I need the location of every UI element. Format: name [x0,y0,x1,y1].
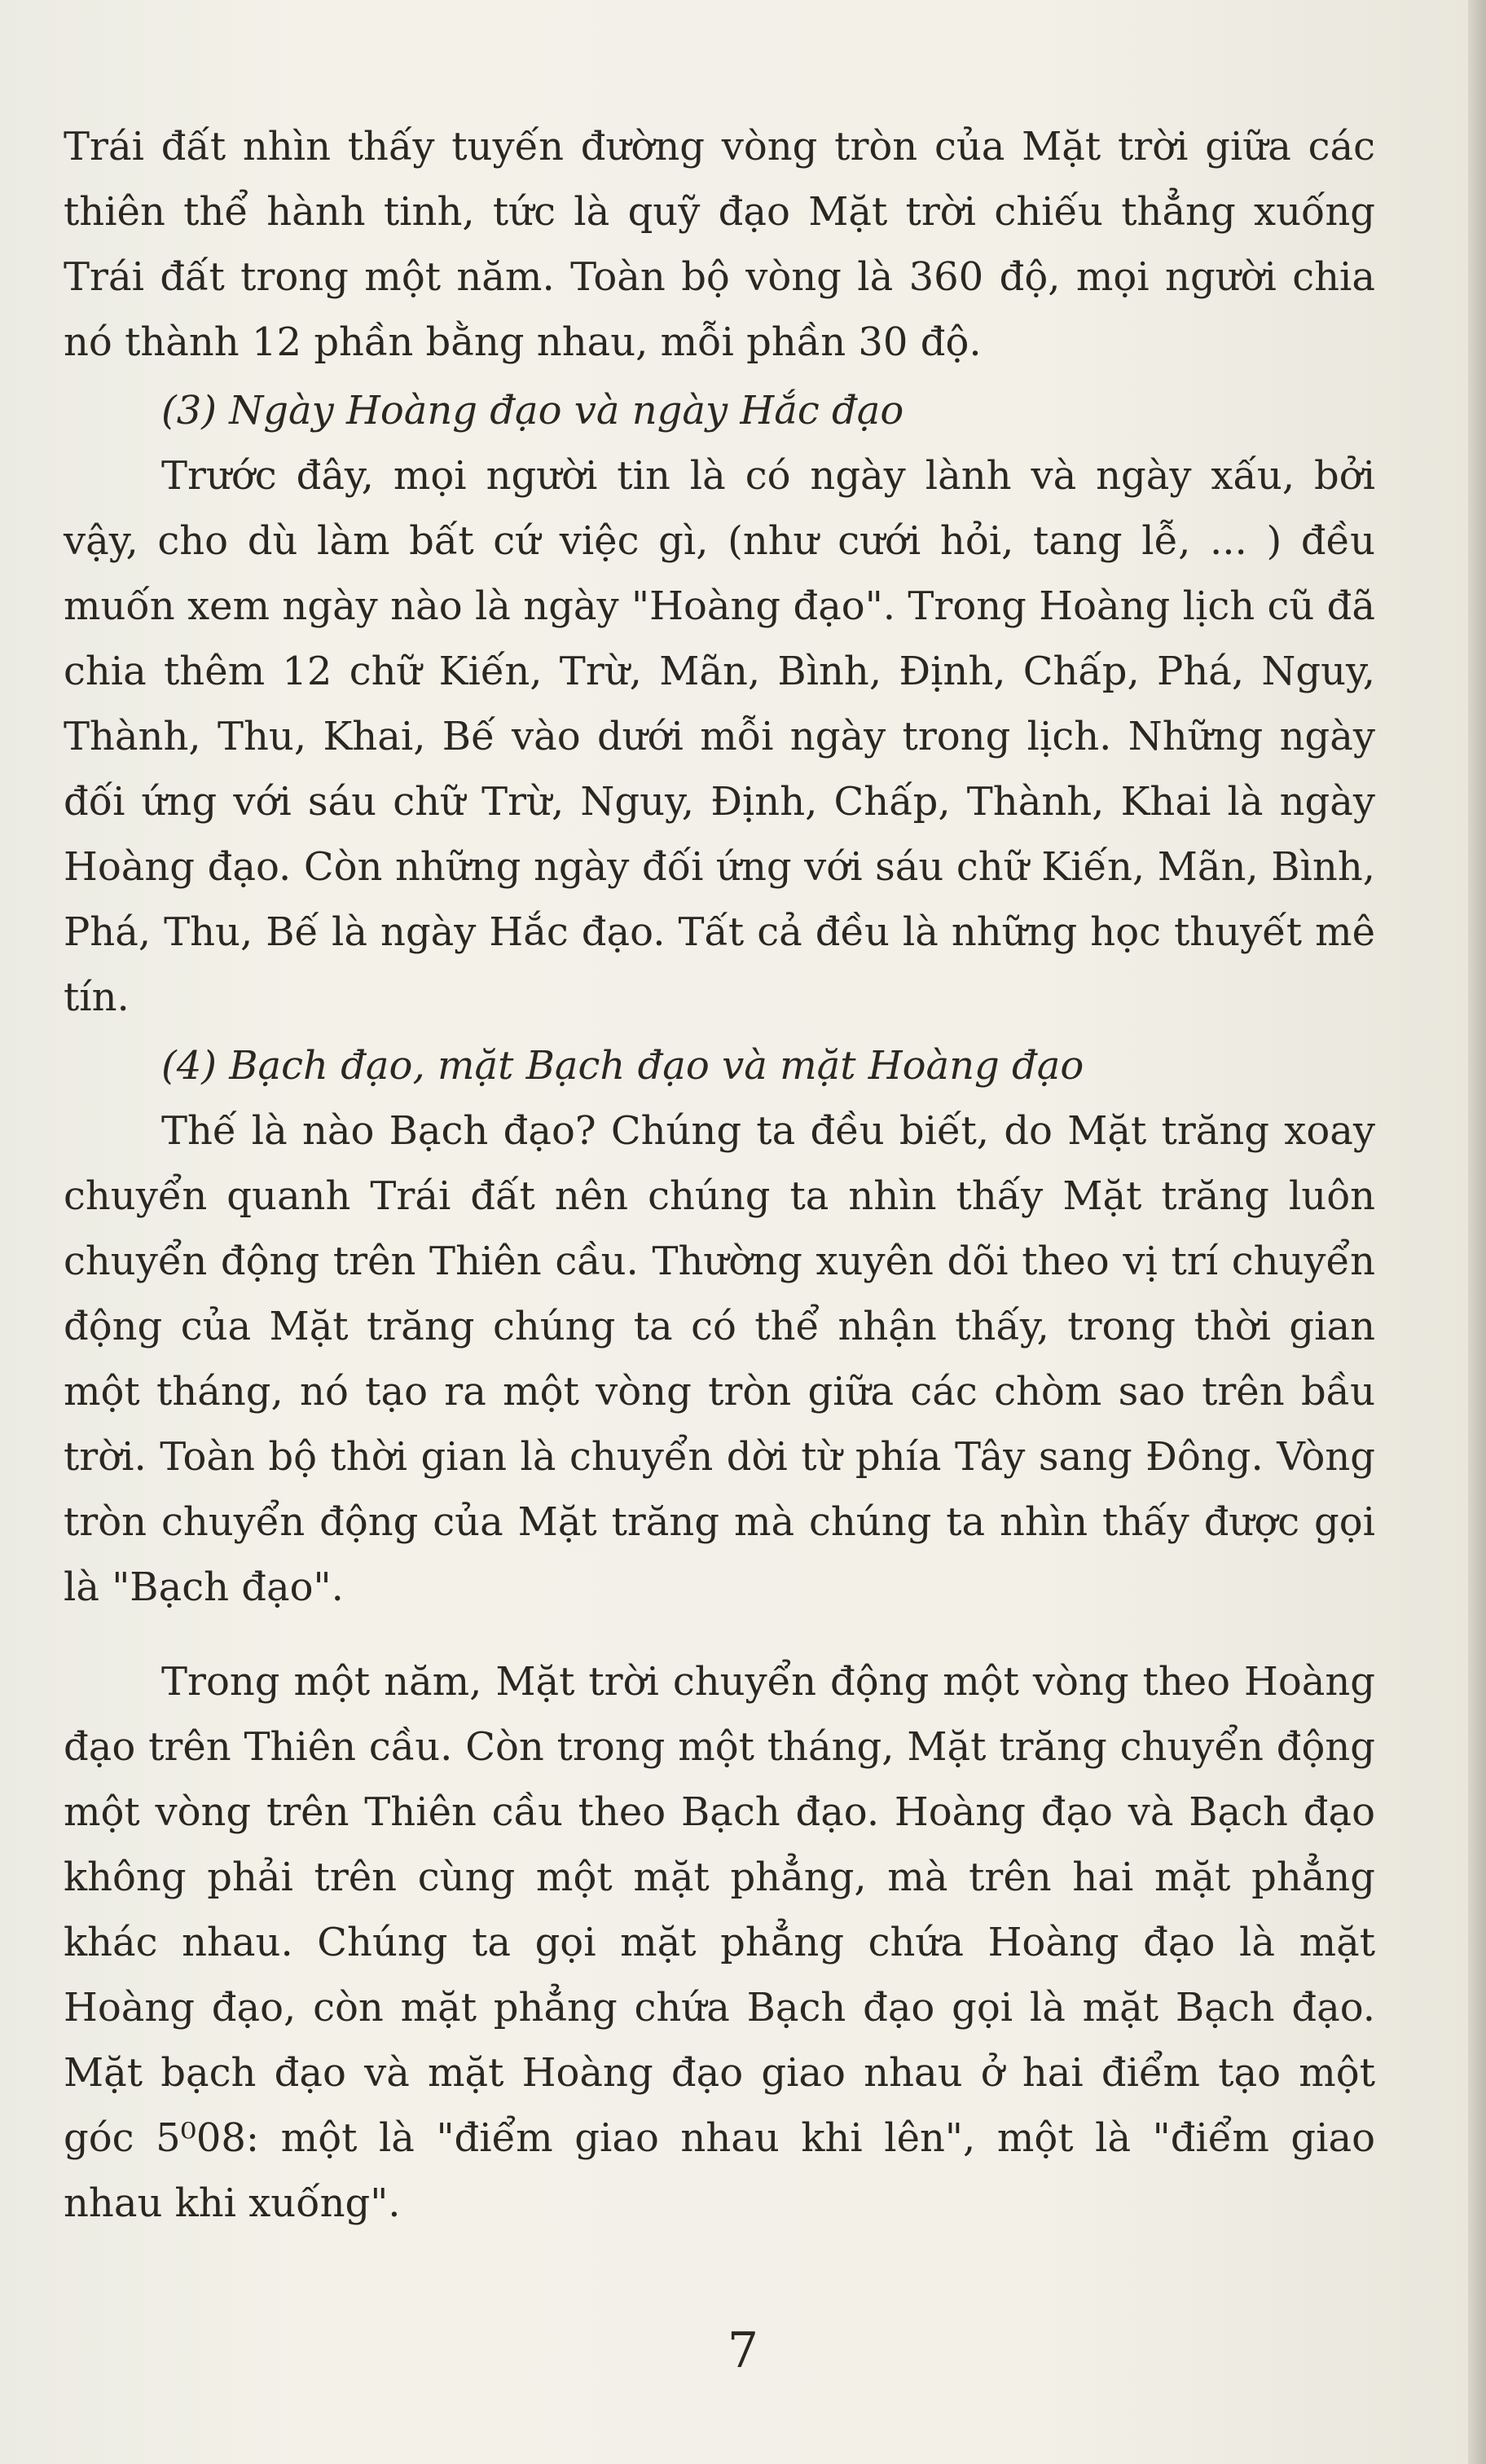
spacer [64,1620,1375,1649]
page-number: 7 [727,2322,759,2379]
paragraph-hoang-dao: Trước đây, mọi người tin là có ngày lành và ngày xấu, bởi vậy, cho dù làm bất cứ việc gì, (như cưới hỏi, tang lễ, ... ) đều muốn xem ngày nào là ngày "Hoàng đạo". Trong Hoàng lịch cũ đã chia thêm 12 chữ Kiến, Trừ, Mãn, Bình, Định, Chấp, Phá, Nguy, Thành, Thu, Khai, Bế vào dưới mỗi ngày trong lịch. Những ngày đối ứng với sáu chữ Trừ, Nguy, Định, Chấp, Thành, Khai là ngày Hoàng đạo. Còn những ngày đối ứng với sáu chữ Kiến, Mãn, Bình, Phá, Thu, Bế là ngày Hắc đạo. Tất cả đều là những học thuyết mê tín. [64,453,1375,1020]
section-heading-3: (3) Ngày Hoàng đạo và ngày Hắc đạo [161,388,904,433]
page-edge-shadow [1468,0,1486,2464]
section-heading-4: (4) Bạch đạo, mặt Bạch đạo và mặt Hoàng đạo [161,1043,1084,1089]
paragraph-bach-dao: Thế là nào Bạch đạo? Chúng ta đều biết, do Mặt trăng xoay chuyển quanh Trái đất nên chúng ta nhìn thấy Mặt trăng luôn chuyển động trên Thiên cầu. Thường xuyên dõi theo vị trí chuyển động của Mặt trăng chúng ta có thể nhận thấy, trong thời gian một tháng, nó tạo ra một vòng tròn giữa các chòm sao trên bầu trời. Toàn bộ thời gian là chuyển dời từ phía Tây sang Đông. Vòng tròn chuyển động của Mặt trăng mà chúng ta nhìn thấy được gọi là "Bạch đạo". [64,1108,1375,1610]
paragraph-intro: Trái đất nhìn thấy tuyến đường vòng tròn của Mặt trời giữa các thiên thể hành tinh, tức là quỹ đạo Mặt trời chiếu thẳng xuống Trái đất trong một năm. Toàn bộ vòng là 360 độ, mọi người chia nó thành 12 phần bằng nhau, mỗi phần 30 độ. [64,124,1375,365]
paragraph-mat-phang: Trong một năm, Mặt trời chuyển động một vòng theo Hoàng đạo trên Thiên cầu. Còn trong một tháng, Mặt trăng chuyển động một vòng trên Thiên cầu theo Bạch đạo. Hoàng đạo và Bạch đạo không phải trên cùng một mặt phẳng, mà trên hai mặt phẳng khác nhau. Chúng ta gọi mặt phẳng chứa Hoàng đạo là mặt Hoàng đạo, còn mặt phẳng chứa Bạch đạo gọi là mặt Bạch đạo. Mặt bạch đạo và mặt Hoàng đạo giao nhau ở hai điểm tạo một góc 5⁰08: một là "điểm giao nhau khi lên", một là "điểm giao nhau khi xuống". [64,1659,1375,2226]
body-text [64,114,1375,2236]
